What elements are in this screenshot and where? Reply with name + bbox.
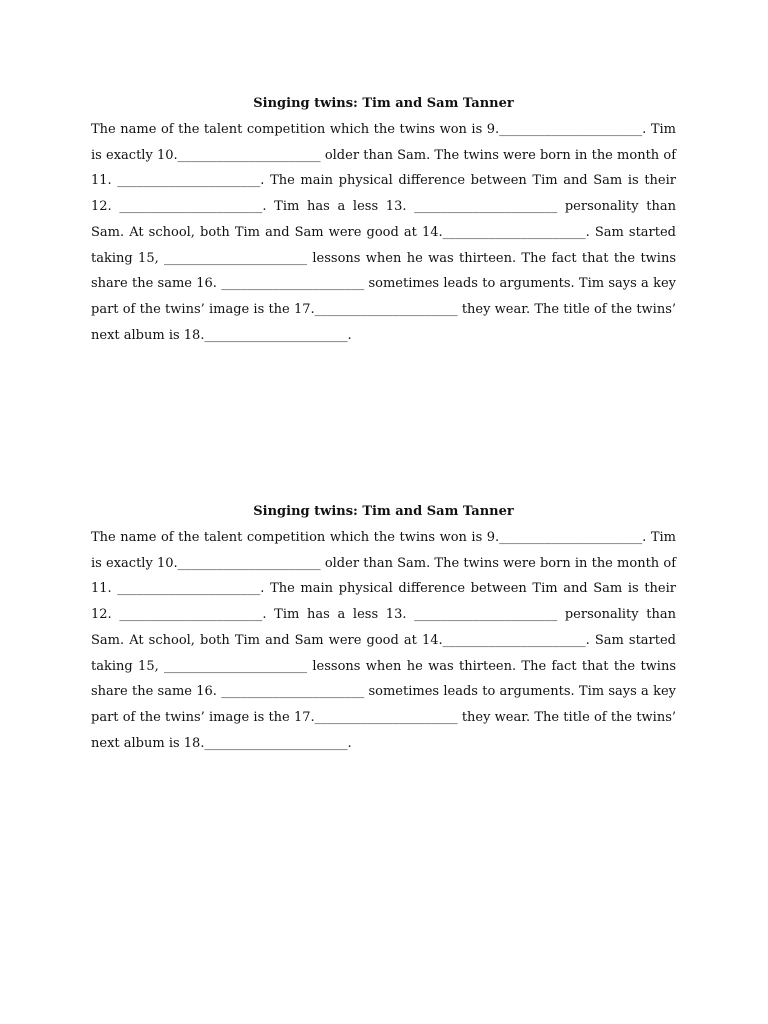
- worksheet-2: [91, 502, 676, 756]
- worksheet-paragraph: The name of the talent competition which the twins won is 9.______________________. Tim is exactly 10.______________________ older than Sam. The twins were born in the month of 11. ______________________. The main physical difference between Tim and Sam is their 12. ______________________. Tim has a less 13. ______________________ personality than Sam. At school, both Tim and Sam were good at 14.______________________. Sam started taking 15, ______________________ lessons when he was thirteen. The fact that the twins share the same 16. ______________________ sometimes leads to arguments. Tim says a key part of the twins’ image is the 17.______________________ they wear. The title of the twins’ next album is 18.______________________.: [91, 122, 676, 343]
- worksheet-title: Singing twins: Tim and Sam Tanner: [253, 504, 514, 519]
- worksheet-paragraph: The name of the talent competition which the twins won is 9.______________________. Tim is exactly 10.______________________ older than Sam. The twins were born in the month of 11. ______________________. The main physical difference between Tim and Sam is their 12. ______________________. Tim has a less 13. ______________________ personality than Sam. At school, both Tim and Sam were good at 14.______________________. Sam started taking 15, ______________________ lessons when he was thirteen. The fact that the twins share the same 16. ______________________ sometimes leads to arguments. Tim says a key part of the twins’ image is the 17.______________________ they wear. The title of the twins’ next album is 18.______________________.: [91, 530, 676, 751]
- worksheet-1: [91, 94, 676, 348]
- worksheet-title: Singing twins: Tim and Sam Tanner: [253, 96, 514, 111]
